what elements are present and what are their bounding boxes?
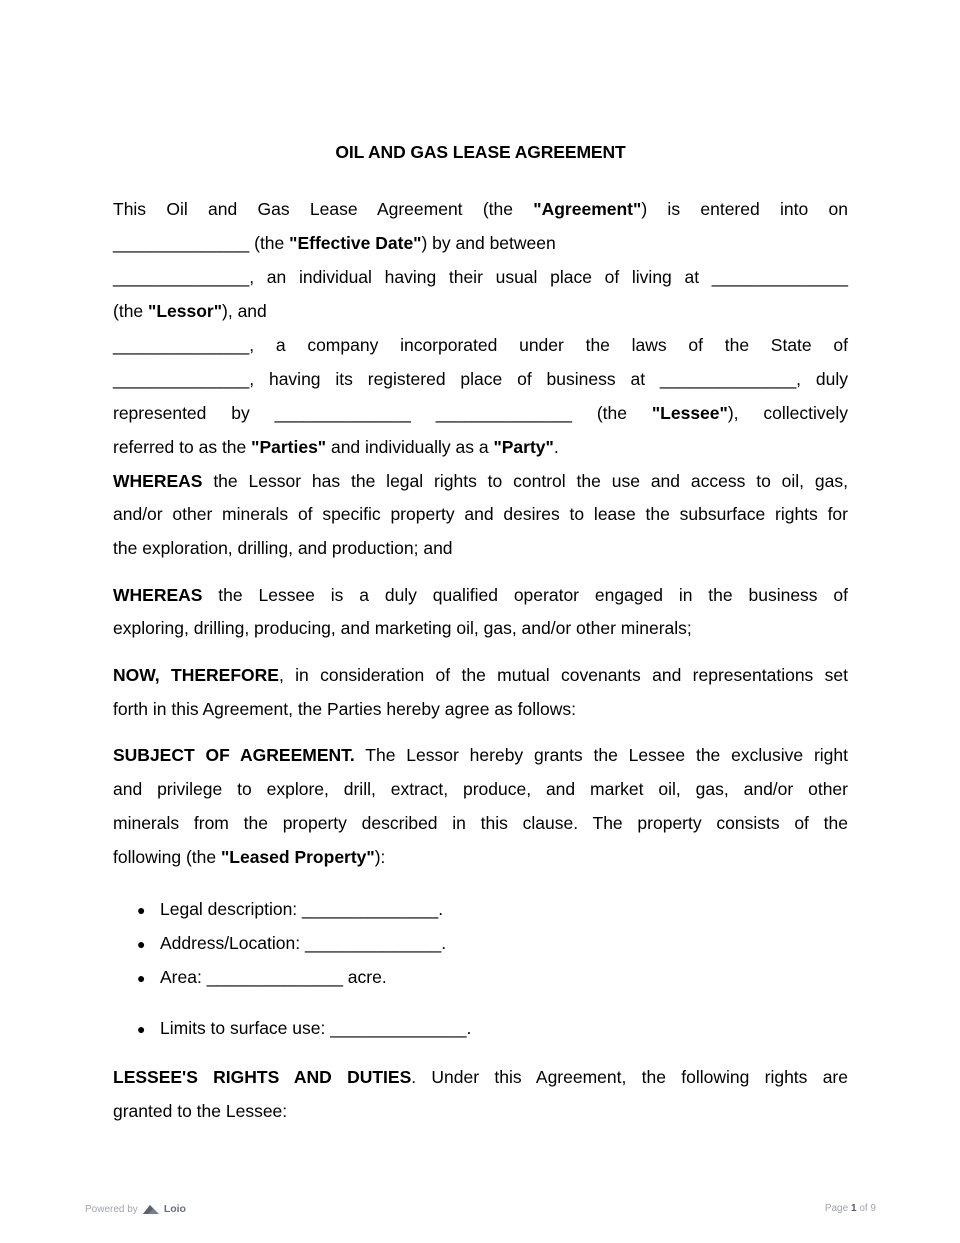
subject-line-4: following (the "Leased Property"): (113, 847, 386, 867)
lessee-rights-line-1: LESSEE'S RIGHTS AND DUTIES. Under this Agreement, the following rights are (113, 1067, 848, 1087)
now-therefore-line-1: NOW, THEREFORE, in consideration of the mutual covenants and representations set (113, 665, 848, 685)
intro-line-8: referred to as the "Parties" and individually as a "Party". (113, 437, 559, 457)
list-item: ● Address/Location: ______________. (137, 933, 447, 953)
subject-line-2: and privilege to explore, drill, extract, produce, and market oil, gas, and/or other (113, 779, 848, 799)
now-therefore-line-2: forth in this Agreement, the Parties hereby agree as follows: (113, 699, 577, 719)
document-title: OIL AND GAS LEASE AGREEMENT (335, 142, 626, 162)
intro-line-4: (the "Lessor"), and (113, 301, 267, 321)
whereas2-line-2: exploring, drilling, producing, and marketing oil, gas, and/or other minerals; (113, 618, 692, 638)
intro-line-2: ______________ (the "Effective Date") by and between (113, 233, 556, 253)
whereas1-line-2: and/or other minerals of specific property and desires to lease the subsurface rights for (113, 504, 848, 524)
intro-line-5: ______________, a company incorporated under the laws of the State of (113, 335, 848, 355)
powered-by-footer: Powered by Loio (85, 1203, 186, 1215)
subject-line-3: minerals from the property described in this clause. The property consists of the (113, 813, 848, 833)
bullet-icon: ● (137, 902, 146, 918)
list-item: ● Area: ______________ acre. (137, 967, 387, 987)
whereas1-line-1: WHEREAS the Lessor has the legal rights to control the use and access to oil, gas, (113, 471, 848, 491)
intro-line-3: ______________, an individual having their usual place of living at ______________ (113, 267, 848, 287)
bullet-icon: ● (137, 970, 146, 986)
intro-line-1: This Oil and Gas Lease Agreement (the "Agreement") is entered into on (113, 199, 848, 219)
intro-line-7: represented by ______________ ______________ (the "Lessee"), collectively (113, 403, 848, 423)
page-indicator: Page 1 of 9 (824, 1203, 876, 1214)
list-item: ● Legal description: ______________. (137, 899, 444, 919)
subject-line-1: SUBJECT OF AGREEMENT. The Lessor hereby grants the Lessee the exclusive right (113, 745, 848, 765)
whereas1-line-3: the exploration, drilling, and production; and (113, 538, 453, 558)
bullet-icon: ● (137, 1021, 146, 1037)
intro-line-6: ______________, having its registered place of business at ______________, duly (113, 369, 848, 389)
lessee-rights-line-2: granted to the Lessee: (113, 1101, 288, 1121)
bullet-icon: ● (137, 936, 146, 952)
whereas2-line-1: WHEREAS the Lessee is a duly qualified operator engaged in the business of (113, 585, 848, 605)
list-item: ● Limits to surface use: ______________. (137, 1018, 472, 1038)
loio-logo-icon (143, 1204, 159, 1214)
